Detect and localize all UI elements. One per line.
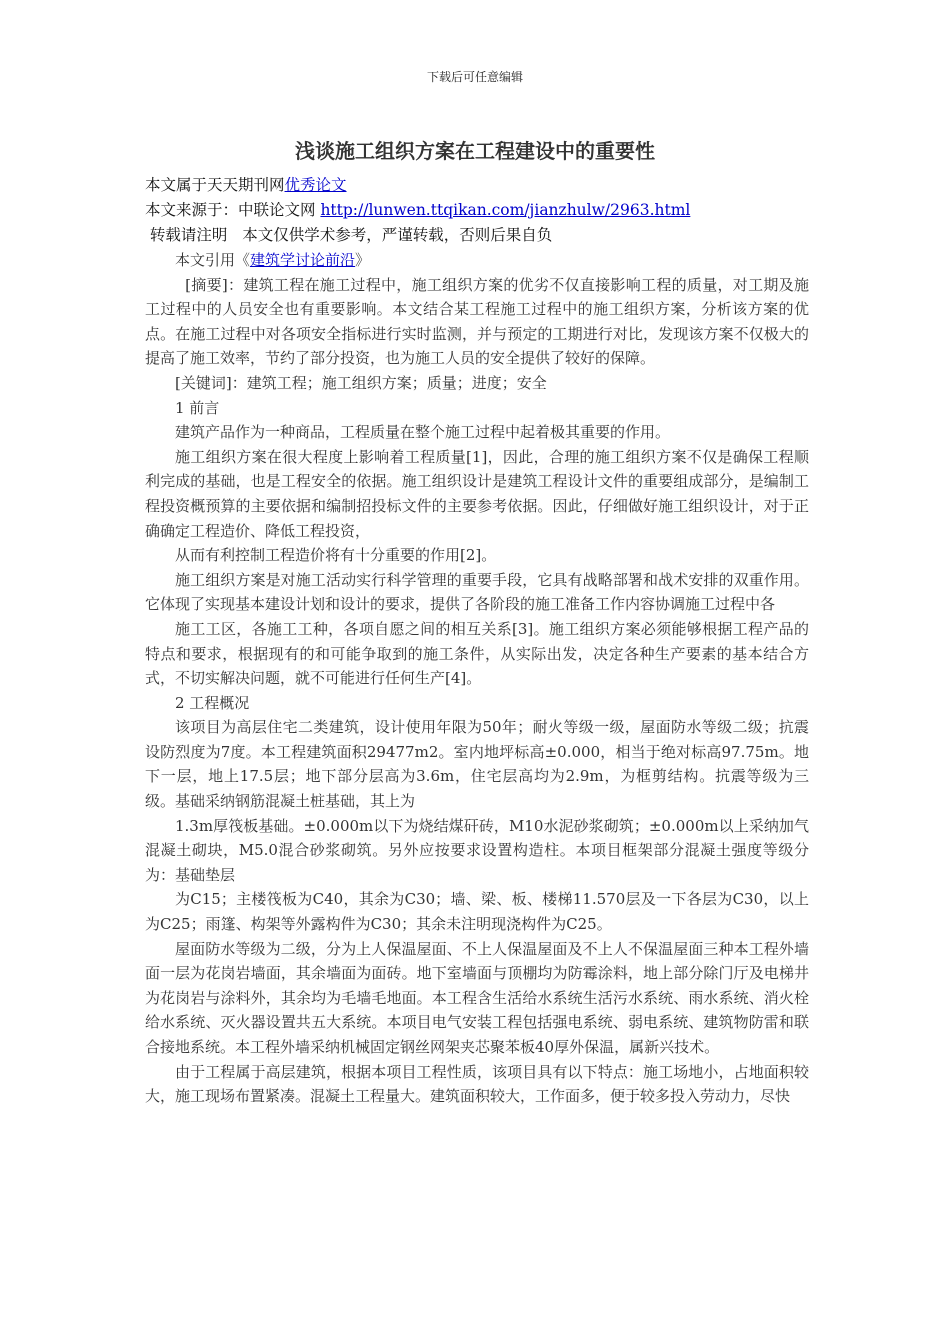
section-heading-overview: 2 工程概况 <box>175 693 250 712</box>
keywords-paragraph: [关键词]：建筑工程；施工组织方案；质量；进度；安全 <box>175 373 547 392</box>
body-paragraph: 施工工区，各施工工种，各项自愿之间的相互关系[3]。施工组织方案必须能够根据工程产品的特点和要求，根据现有的和可能争取到的施工条件，从实际出发，决定各种生产要素的基本结合方式，不切实解决问题，就不可能进行任何生产[4]。 <box>145 619 809 688</box>
section-heading-intro: 1 前言 <box>175 398 220 417</box>
body-paragraph: 施工组织方案在很大程度上影响着工程质量[1]，因此，合理的施工组织方案不仅是确保工程顺利完成的基础，也是工程安全的依据。施工组织设计是建筑工程设计文件的重要组成部分，是编制工程投资概预算的主要依据和编制招投标文件的主要参考依据。因此，仔细做好施工组织设计，对于正确确定工程造价、降低工程投资， <box>145 447 809 540</box>
citation-link[interactable]: 建筑学讨论前沿 <box>250 251 356 269</box>
copyright-notice: 转载请注明 本文仅供学术参考，严谨转载，否则后果自负 <box>145 226 553 244</box>
body-paragraph: 由于工程属于高层建筑，根据本项目工程性质，该项目具有以下特点：施工场地小，占地面积较大，施工现场布置紧凑。混凝土工程量大。建筑面积较大，工作面多，便于较多投入劳动力，尽快 <box>145 1062 809 1106</box>
body-paragraph: 屋面防水等级为二级，分为上人保温屋面、不上人保温屋面及不上人不保温屋面三种本工程外墙面一层为花岗岩墙面，其余墙面为面砖。地下室墙面与顶棚均为防霉涂料，地上部分除门厅及电梯井为花岗岩与涂料外，其余均为毛墙毛地面。本工程含生活给水系统生活污水系统、雨水系统、消火栓给水系统、灭火器设置共五大系统。本项目电气安装工程包括强电系统、弱电系统、建筑物防雷和联合接地系统。本工程外墙采纳机械固定钢丝网架夹芯聚苯板40厚外保温，属新兴技术。 <box>145 939 809 1056</box>
body-paragraph: 该项目为高层住宅二类建筑，设计使用年限为50年；耐火等级一级，屋面防水等级二级；抗震设防烈度为7度。本工程建筑面积29477m2。室内地坪标高±0.000，相当于绝对标高97.75m。地下一层，地上17.5层；地下部分层高为3.6m，住宅层高均为2.9m，为框剪结构。抗震等级为三级。基础采纳钢筋混凝土桩基础，其上为 <box>145 718 809 811</box>
abstract-paragraph: [摘要]：建筑工程在施工过程中，施工组织方案的优劣不仅直接影响工程的质量，对工期及施工过程中的人员安全也有重要影响。本文结合某工程施工过程中的施工组织方案，分析该方案的优点。在施工过程中对各项安全指标进行实时监测，并与预定的工期进行对比，发现该方案不仅极大的提高了施工效率，节约了部分投资，也为施工人员的安全提供了较好的保障。 <box>145 275 809 368</box>
source-line <box>145 173 810 198</box>
body-paragraph: 从而有利控制工程造价将有十分重要的作用[2]。 <box>175 546 497 565</box>
origin-url-link[interactable]: http://lunwen.ttqikan.com/jianzhulw/2963.html <box>320 201 691 219</box>
citation-prefix: 本文引用《 <box>175 251 251 269</box>
source-prefix: 本文属于天天期刊网 <box>145 176 285 194</box>
body-paragraph: 施工组织方案是对施工活动实行科学管理的重要手段，它具有战略部署和战术安排的双重作用。它体现了实现基本建设计划和设计的要求，提供了各阶段的施工准备工作内容协调施工过程中各 <box>145 570 809 614</box>
excellent-paper-link[interactable]: 优秀论文 <box>284 176 347 194</box>
body-paragraph: 建筑产品作为一种商品，工程质量在整个施工过程中起着极其重要的作用。 <box>175 423 671 442</box>
citation-suffix: 》 <box>355 251 371 269</box>
origin-prefix: 本文来源于：中联论文网 <box>145 201 321 219</box>
article-body <box>145 248 809 1109</box>
body-paragraph: 1.3m厚筏板基础。±0.000m以下为烧结煤矸砖，M10水泥砂浆砌筑；±0.000m以上采纳加气混凝土砌块，M5.0混合砂浆砌筑。另外应按要求设置构造柱。本项目框架部分混凝土强度等级分为：基础垫层 <box>145 816 809 884</box>
body-paragraph: 为C15；主楼筏板为C40，其余为C30；墙、梁、板、楼梯11.570层及一下各层为C30，以上为C25；雨篷、构架等外露构件为C30；其余未注明现浇构件为C25。 <box>145 890 809 934</box>
page-header-note: 下载后可任意编辑 <box>426 70 523 84</box>
origin-line <box>145 198 810 223</box>
page-title: 浅谈施工组织方案在工程建设中的重要性 <box>295 139 655 163</box>
citation-line <box>145 248 809 273</box>
